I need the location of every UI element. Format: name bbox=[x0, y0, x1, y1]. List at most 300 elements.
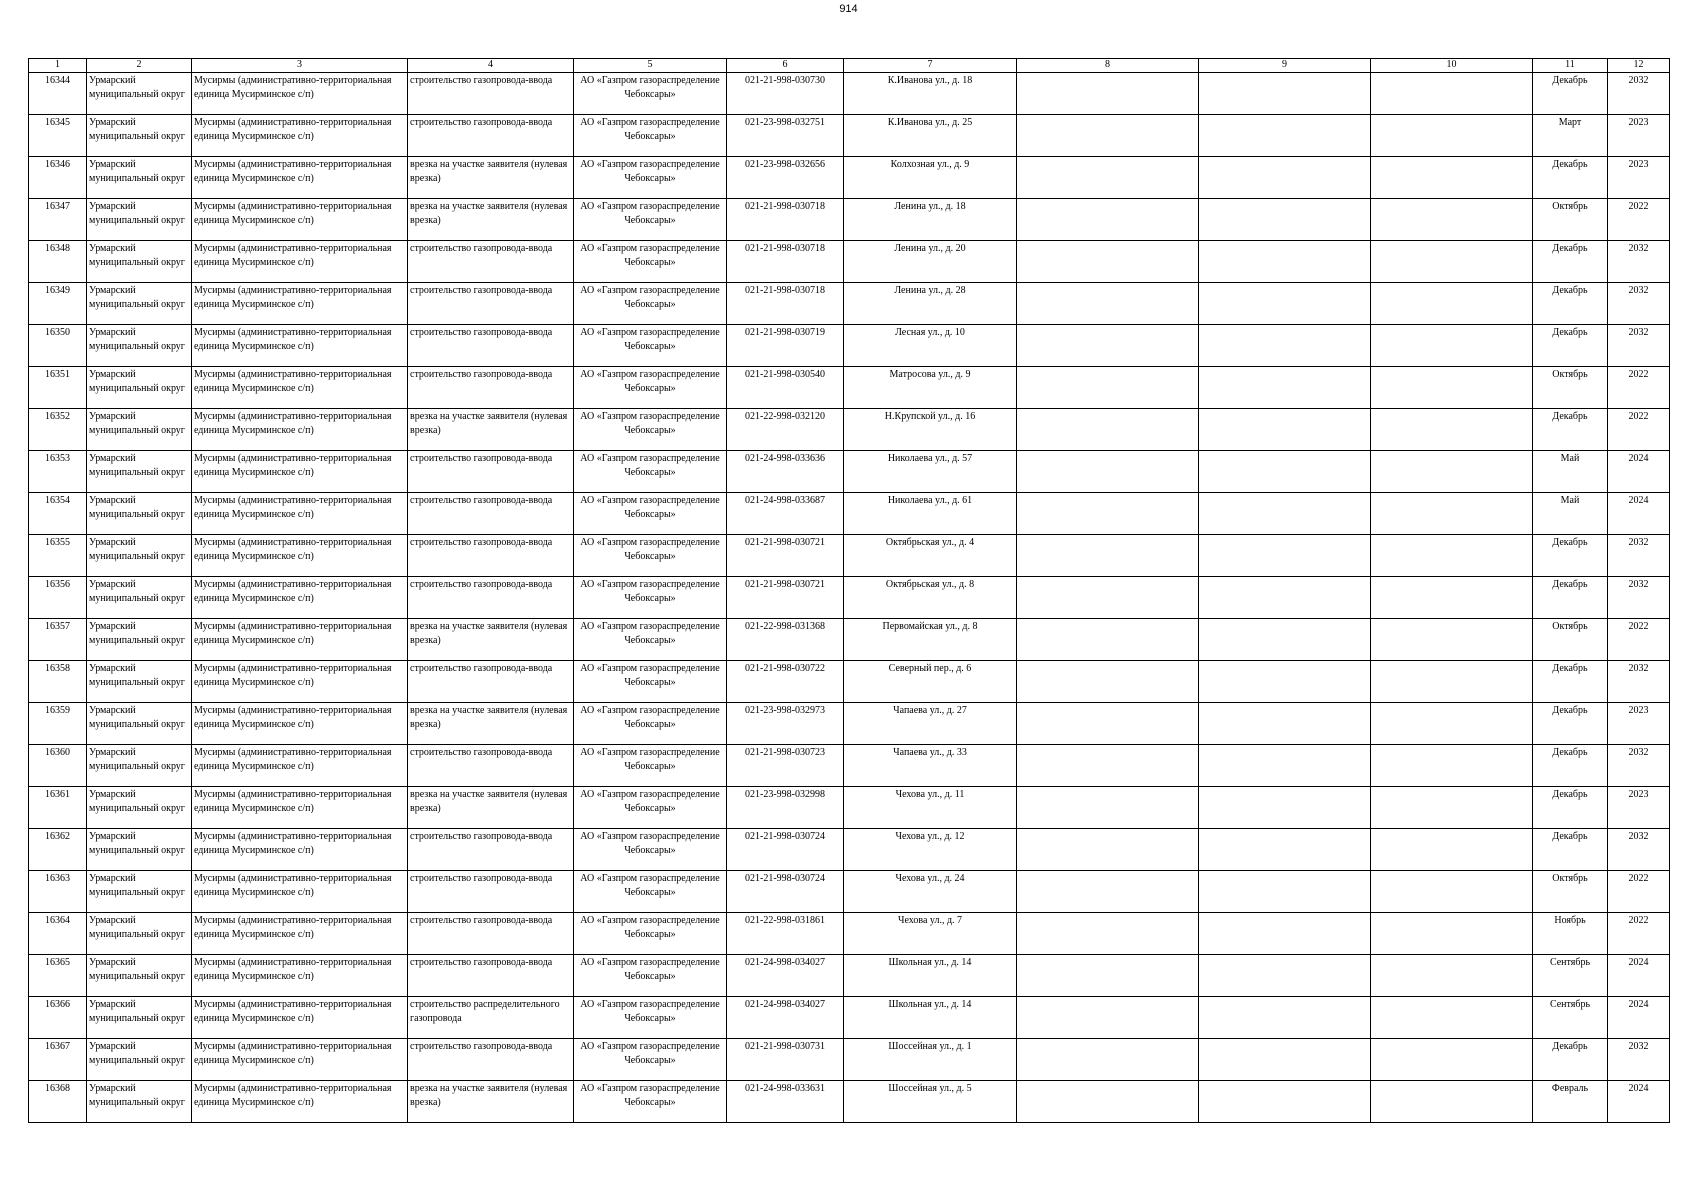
empty-cell bbox=[1371, 871, 1533, 913]
address-cell bbox=[844, 661, 1017, 703]
district-cell bbox=[87, 619, 192, 661]
table-row bbox=[29, 241, 1670, 283]
empty-cell bbox=[1371, 703, 1533, 745]
organization-cell bbox=[574, 409, 727, 451]
year-cell-text: 2024 bbox=[1628, 453, 1649, 464]
settlement-cell-text: Мусирмы (административно-территориальная единица Мусирминское с/п) bbox=[194, 999, 392, 1024]
organization-cell-text: АО «Газпром газораспределение Чебоксары» bbox=[580, 747, 720, 772]
district-cell bbox=[87, 157, 192, 199]
work-type-cell bbox=[408, 535, 574, 577]
object-code-cell-text: 021-21-998-030540 bbox=[745, 369, 825, 380]
district-cell bbox=[87, 535, 192, 577]
empty-cell-text bbox=[1201, 746, 1368, 786]
month-cell bbox=[1533, 115, 1608, 157]
month-cell bbox=[1533, 1039, 1608, 1081]
year-cell bbox=[1608, 1081, 1670, 1123]
row-number-cell bbox=[29, 325, 87, 367]
work-type-cell bbox=[408, 997, 574, 1039]
work-type-cell-text: врезка на участке заявителя (нулевая врезка) bbox=[410, 789, 568, 814]
district-cell-text: Урмарский муниципальный округ bbox=[89, 201, 185, 226]
empty-cell-text bbox=[1201, 830, 1368, 870]
row-number-cell-text: 16355 bbox=[45, 537, 70, 548]
object-code-cell bbox=[727, 829, 844, 871]
district-cell-text: Урмарский муниципальный округ bbox=[89, 831, 185, 856]
row-number-cell bbox=[29, 619, 87, 661]
empty-cell bbox=[1017, 493, 1199, 535]
year-cell bbox=[1608, 157, 1670, 199]
month-cell bbox=[1533, 955, 1608, 997]
address-cell-text: Шоссейная ул., д. 5 bbox=[888, 1083, 972, 1094]
year-cell-text: 2023 bbox=[1628, 789, 1649, 800]
organization-cell bbox=[574, 997, 727, 1039]
address-cell-text: Ленина ул., д. 28 bbox=[894, 285, 966, 296]
empty-cell bbox=[1371, 577, 1533, 619]
object-code-cell-text: 021-21-998-030721 bbox=[745, 579, 825, 590]
row-number-cell-text: 16345 bbox=[45, 117, 70, 128]
empty-cell-text bbox=[1019, 956, 1196, 996]
empty-cell-text bbox=[1019, 914, 1196, 954]
district-cell-text: Урмарский муниципальный округ bbox=[89, 873, 185, 898]
year-cell bbox=[1608, 997, 1670, 1039]
district-cell-text: Урмарский муниципальный округ bbox=[89, 117, 185, 142]
year-cell bbox=[1608, 829, 1670, 871]
year-cell-text: 2032 bbox=[1628, 243, 1649, 254]
empty-cell bbox=[1371, 1081, 1533, 1123]
year-cell-text: 2022 bbox=[1628, 621, 1649, 632]
empty-cell bbox=[1199, 955, 1371, 997]
row-number-cell-text: 16352 bbox=[45, 411, 70, 422]
object-code-cell bbox=[727, 115, 844, 157]
work-type-cell bbox=[408, 787, 574, 829]
organization-cell-text: АО «Газпром газораспределение Чебоксары» bbox=[580, 495, 720, 520]
organization-cell bbox=[574, 619, 727, 661]
empty-cell bbox=[1017, 157, 1199, 199]
empty-cell-text bbox=[1201, 788, 1368, 828]
object-code-cell bbox=[727, 241, 844, 283]
object-code-cell bbox=[727, 1081, 844, 1123]
address-cell bbox=[844, 829, 1017, 871]
row-number-cell-text: 16367 bbox=[45, 1041, 70, 1052]
work-type-cell-text: врезка на участке заявителя (нулевая врезка) bbox=[410, 201, 568, 226]
column-header: 6 bbox=[727, 59, 844, 73]
column-header: 11 bbox=[1533, 59, 1608, 73]
district-cell bbox=[87, 451, 192, 493]
work-type-cell bbox=[408, 955, 574, 997]
row-number-cell bbox=[29, 73, 87, 115]
table-row bbox=[29, 283, 1670, 325]
month-cell bbox=[1533, 325, 1608, 367]
row-number-cell bbox=[29, 409, 87, 451]
settlement-cell-text: Мусирмы (административно-территориальная единица Мусирминское с/п) bbox=[194, 663, 392, 688]
empty-cell-text bbox=[1373, 242, 1530, 282]
work-type-cell bbox=[408, 199, 574, 241]
empty-cell bbox=[1199, 619, 1371, 661]
district-cell-text: Урмарский муниципальный округ bbox=[89, 1041, 185, 1066]
month-cell-text: Декабрь bbox=[1552, 243, 1588, 254]
month-cell-text: Октябрь bbox=[1552, 621, 1588, 632]
empty-cell bbox=[1199, 871, 1371, 913]
object-code-cell-text: 021-21-998-030721 bbox=[745, 537, 825, 548]
organization-cell bbox=[574, 157, 727, 199]
year-cell-text: 2024 bbox=[1628, 1083, 1649, 1094]
address-cell-text: Чехова ул., д. 7 bbox=[897, 915, 963, 926]
empty-cell-text bbox=[1373, 410, 1530, 450]
month-cell bbox=[1533, 367, 1608, 409]
column-header: 4 bbox=[408, 59, 574, 73]
empty-cell bbox=[1199, 745, 1371, 787]
district-cell-text: Урмарский муниципальный округ bbox=[89, 663, 185, 688]
work-type-cell-text: строительство газопровода-ввода bbox=[410, 369, 553, 380]
month-cell-text: Май bbox=[1560, 453, 1580, 464]
row-number-cell bbox=[29, 913, 87, 955]
work-type-cell bbox=[408, 619, 574, 661]
table-row bbox=[29, 787, 1670, 829]
settlement-cell-text: Мусирмы (административно-территориальная единица Мусирминское с/п) bbox=[194, 75, 392, 100]
object-code-cell bbox=[727, 535, 844, 577]
empty-cell bbox=[1199, 787, 1371, 829]
address-cell bbox=[844, 115, 1017, 157]
address-cell-text: Лесная ул., д. 10 bbox=[895, 327, 965, 338]
organization-cell-text: АО «Газпром газораспределение Чебоксары» bbox=[580, 579, 720, 604]
district-cell-text: Урмарский муниципальный округ bbox=[89, 789, 185, 814]
registry-table bbox=[28, 58, 1670, 1123]
month-cell bbox=[1533, 745, 1608, 787]
settlement-cell bbox=[192, 283, 408, 325]
organization-cell-text: АО «Газпром газораспределение Чебоксары» bbox=[580, 873, 720, 898]
row-number-cell bbox=[29, 199, 87, 241]
table-row bbox=[29, 703, 1670, 745]
year-cell bbox=[1608, 745, 1670, 787]
address-cell-text: Чехова ул., д. 11 bbox=[895, 789, 965, 800]
work-type-cell-text: строительство газопровода-ввода bbox=[410, 537, 553, 548]
month-cell bbox=[1533, 409, 1608, 451]
organization-cell-text: АО «Газпром газораспределение Чебоксары» bbox=[580, 453, 720, 478]
address-cell-text: Шоссейная ул., д. 1 bbox=[888, 1041, 972, 1052]
empty-cell-text bbox=[1373, 326, 1530, 366]
empty-cell bbox=[1017, 199, 1199, 241]
table-row bbox=[29, 913, 1670, 955]
empty-cell bbox=[1017, 1081, 1199, 1123]
empty-cell bbox=[1017, 577, 1199, 619]
empty-cell-text bbox=[1373, 116, 1530, 156]
column-header: 1 bbox=[29, 59, 87, 73]
work-type-cell-text: строительство газопровода-ввода bbox=[410, 915, 553, 926]
empty-cell-text bbox=[1019, 872, 1196, 912]
organization-cell bbox=[574, 283, 727, 325]
settlement-cell bbox=[192, 241, 408, 283]
year-cell bbox=[1608, 283, 1670, 325]
district-cell bbox=[87, 283, 192, 325]
settlement-cell-text: Мусирмы (административно-территориальная единица Мусирминское с/п) bbox=[194, 747, 392, 772]
empty-cell bbox=[1199, 73, 1371, 115]
organization-cell bbox=[574, 367, 727, 409]
column-header: 12 bbox=[1608, 59, 1670, 73]
table-row bbox=[29, 199, 1670, 241]
address-cell-text: Чапаева ул., д. 33 bbox=[893, 747, 967, 758]
table-row bbox=[29, 1039, 1670, 1081]
organization-cell-text: АО «Газпром газораспределение Чебоксары» bbox=[580, 75, 720, 100]
address-cell bbox=[844, 745, 1017, 787]
work-type-cell-text: врезка на участке заявителя (нулевая врезка) bbox=[410, 621, 568, 646]
work-type-cell-text: строительство газопровода-ввода bbox=[410, 873, 553, 884]
organization-cell bbox=[574, 115, 727, 157]
object-code-cell bbox=[727, 577, 844, 619]
address-cell-text: Первомайская ул., д. 8 bbox=[882, 621, 978, 632]
object-code-cell-text: 021-22-998-031368 bbox=[745, 621, 825, 632]
table-row bbox=[29, 409, 1670, 451]
column-header: 5 bbox=[574, 59, 727, 73]
empty-cell-text bbox=[1019, 536, 1196, 576]
empty-cell-text bbox=[1201, 956, 1368, 996]
organization-cell bbox=[574, 1039, 727, 1081]
empty-cell bbox=[1199, 409, 1371, 451]
empty-cell bbox=[1199, 1081, 1371, 1123]
district-cell-text: Урмарский муниципальный округ bbox=[89, 915, 185, 940]
organization-cell bbox=[574, 745, 727, 787]
work-type-cell bbox=[408, 745, 574, 787]
row-number-cell-text: 16347 bbox=[45, 201, 70, 212]
settlement-cell bbox=[192, 997, 408, 1039]
address-cell bbox=[844, 913, 1017, 955]
empty-cell-text bbox=[1201, 368, 1368, 408]
settlement-cell bbox=[192, 115, 408, 157]
empty-cell bbox=[1017, 367, 1199, 409]
empty-cell-text bbox=[1373, 620, 1530, 660]
address-cell bbox=[844, 703, 1017, 745]
year-cell-text: 2023 bbox=[1628, 117, 1649, 128]
empty-cell bbox=[1017, 829, 1199, 871]
object-code-cell bbox=[727, 325, 844, 367]
object-code-cell-text: 021-22-998-032120 bbox=[745, 411, 825, 422]
empty-cell bbox=[1371, 619, 1533, 661]
object-code-cell bbox=[727, 73, 844, 115]
district-cell-text: Урмарский муниципальный округ bbox=[89, 579, 185, 604]
work-type-cell bbox=[408, 451, 574, 493]
work-type-cell-text: врезка на участке заявителя (нулевая врезка) bbox=[410, 411, 568, 436]
empty-cell bbox=[1199, 535, 1371, 577]
row-number-cell bbox=[29, 493, 87, 535]
table-row bbox=[29, 325, 1670, 367]
district-cell bbox=[87, 787, 192, 829]
object-code-cell bbox=[727, 367, 844, 409]
district-cell-text: Урмарский муниципальный округ bbox=[89, 621, 185, 646]
column-number-row bbox=[29, 59, 1670, 73]
row-number-cell bbox=[29, 451, 87, 493]
year-cell-text: 2032 bbox=[1628, 831, 1649, 842]
settlement-cell-text: Мусирмы (административно-территориальная единица Мусирминское с/п) bbox=[194, 201, 392, 226]
year-cell bbox=[1608, 871, 1670, 913]
empty-cell-text bbox=[1373, 284, 1530, 324]
object-code-cell-text: 021-24-998-034027 bbox=[745, 957, 825, 968]
organization-cell-text: АО «Газпром газораспределение Чебоксары» bbox=[580, 831, 720, 856]
object-code-cell bbox=[727, 199, 844, 241]
district-cell-text: Урмарский муниципальный округ bbox=[89, 411, 185, 436]
empty-cell-text bbox=[1373, 662, 1530, 702]
row-number-cell bbox=[29, 787, 87, 829]
month-cell bbox=[1533, 787, 1608, 829]
object-code-cell-text: 021-21-998-030718 bbox=[745, 201, 825, 212]
district-cell bbox=[87, 829, 192, 871]
settlement-cell-text: Мусирмы (административно-территориальная единица Мусирминское с/п) bbox=[194, 873, 392, 898]
address-cell-text: Колхозная ул., д. 9 bbox=[890, 159, 970, 170]
empty-cell bbox=[1017, 325, 1199, 367]
work-type-cell-text: строительство газопровода-ввода bbox=[410, 285, 553, 296]
settlement-cell-text: Мусирмы (административно-территориальная единица Мусирминское с/п) bbox=[194, 495, 392, 520]
empty-cell-text bbox=[1019, 1082, 1196, 1122]
empty-cell bbox=[1017, 73, 1199, 115]
work-type-cell-text: строительство газопровода-ввода bbox=[410, 831, 553, 842]
district-cell bbox=[87, 745, 192, 787]
month-cell-text: Декабрь bbox=[1552, 159, 1588, 170]
object-code-cell-text: 021-23-998-032751 bbox=[745, 117, 825, 128]
empty-cell bbox=[1371, 199, 1533, 241]
organization-cell-text: АО «Газпром газораспределение Чебоксары» bbox=[580, 621, 720, 646]
settlement-cell bbox=[192, 199, 408, 241]
year-cell bbox=[1608, 325, 1670, 367]
settlement-cell bbox=[192, 787, 408, 829]
table-row bbox=[29, 451, 1670, 493]
empty-cell-text bbox=[1019, 830, 1196, 870]
empty-cell bbox=[1017, 1039, 1199, 1081]
settlement-cell bbox=[192, 367, 408, 409]
settlement-cell bbox=[192, 619, 408, 661]
empty-cell bbox=[1199, 913, 1371, 955]
year-cell bbox=[1608, 787, 1670, 829]
organization-cell bbox=[574, 451, 727, 493]
address-cell bbox=[844, 871, 1017, 913]
organization-cell bbox=[574, 661, 727, 703]
empty-cell bbox=[1371, 325, 1533, 367]
year-cell bbox=[1608, 703, 1670, 745]
empty-cell bbox=[1199, 283, 1371, 325]
settlement-cell bbox=[192, 493, 408, 535]
year-cell bbox=[1608, 493, 1670, 535]
object-code-cell bbox=[727, 787, 844, 829]
empty-cell-text bbox=[1201, 1082, 1368, 1122]
row-number-cell bbox=[29, 367, 87, 409]
row-number-cell-text: 16353 bbox=[45, 453, 70, 464]
empty-cell-text bbox=[1019, 998, 1196, 1038]
column-header: 7 bbox=[844, 59, 1017, 73]
year-cell-text: 2022 bbox=[1628, 369, 1649, 380]
object-code-cell bbox=[727, 745, 844, 787]
organization-cell bbox=[574, 73, 727, 115]
row-number-cell bbox=[29, 997, 87, 1039]
organization-cell bbox=[574, 535, 727, 577]
empty-cell-text bbox=[1201, 704, 1368, 744]
settlement-cell bbox=[192, 73, 408, 115]
settlement-cell-text: Мусирмы (административно-территориальная единица Мусирминское с/п) bbox=[194, 369, 392, 394]
object-code-cell-text: 021-21-998-030722 bbox=[745, 663, 825, 674]
organization-cell bbox=[574, 829, 727, 871]
settlement-cell-text: Мусирмы (административно-территориальная единица Мусирминское с/п) bbox=[194, 915, 392, 940]
empty-cell-text bbox=[1201, 872, 1368, 912]
district-cell-text: Урмарский муниципальный округ bbox=[89, 495, 185, 520]
organization-cell bbox=[574, 913, 727, 955]
district-cell-text: Урмарский муниципальный округ bbox=[89, 285, 185, 310]
address-cell bbox=[844, 409, 1017, 451]
month-cell-text: Декабрь bbox=[1552, 75, 1588, 86]
address-cell bbox=[844, 577, 1017, 619]
empty-cell-text bbox=[1373, 368, 1530, 408]
object-code-cell bbox=[727, 493, 844, 535]
organization-cell-text: АО «Газпром газораспределение Чебоксары» bbox=[580, 957, 720, 982]
table-row bbox=[29, 871, 1670, 913]
empty-cell-text bbox=[1019, 74, 1196, 114]
work-type-cell bbox=[408, 325, 574, 367]
empty-cell bbox=[1371, 241, 1533, 283]
district-cell bbox=[87, 493, 192, 535]
year-cell-text: 2024 bbox=[1628, 495, 1649, 506]
address-cell bbox=[844, 451, 1017, 493]
column-header: 8 bbox=[1017, 59, 1199, 73]
empty-cell-text bbox=[1373, 200, 1530, 240]
row-number-cell bbox=[29, 871, 87, 913]
empty-cell bbox=[1199, 997, 1371, 1039]
empty-cell-text bbox=[1019, 242, 1196, 282]
work-type-cell-text: строительство газопровода-ввода bbox=[410, 75, 553, 86]
address-cell bbox=[844, 997, 1017, 1039]
organization-cell bbox=[574, 493, 727, 535]
year-cell-text: 2032 bbox=[1628, 537, 1649, 548]
object-code-cell bbox=[727, 703, 844, 745]
settlement-cell bbox=[192, 577, 408, 619]
empty-cell bbox=[1199, 199, 1371, 241]
month-cell-text: Сентябрь bbox=[1549, 957, 1591, 968]
address-cell bbox=[844, 73, 1017, 115]
settlement-cell-text: Мусирмы (административно-территориальная единица Мусирминское с/п) bbox=[194, 957, 392, 982]
row-number-cell bbox=[29, 535, 87, 577]
row-number-cell bbox=[29, 745, 87, 787]
organization-cell-text: АО «Газпром газораспределение Чебоксары» bbox=[580, 705, 720, 730]
empty-cell-text bbox=[1373, 452, 1530, 492]
work-type-cell-text: строительство распределительного газопровода bbox=[410, 999, 560, 1024]
month-cell bbox=[1533, 871, 1608, 913]
month-cell bbox=[1533, 913, 1608, 955]
empty-cell bbox=[1199, 493, 1371, 535]
row-number-cell bbox=[29, 1039, 87, 1081]
empty-cell-text bbox=[1373, 1040, 1530, 1080]
year-cell-text: 2032 bbox=[1628, 75, 1649, 86]
work-type-cell-text: врезка на участке заявителя (нулевая врезка) bbox=[410, 159, 568, 184]
empty-cell bbox=[1017, 703, 1199, 745]
year-cell bbox=[1608, 115, 1670, 157]
month-cell bbox=[1533, 1081, 1608, 1123]
row-number-cell bbox=[29, 829, 87, 871]
empty-cell bbox=[1199, 325, 1371, 367]
settlement-cell-text: Мусирмы (административно-территориальная единица Мусирминское с/п) bbox=[194, 789, 392, 814]
work-type-cell bbox=[408, 913, 574, 955]
address-cell bbox=[844, 367, 1017, 409]
object-code-cell bbox=[727, 451, 844, 493]
row-number-cell-text: 16357 bbox=[45, 621, 70, 632]
empty-cell-text bbox=[1373, 704, 1530, 744]
district-cell bbox=[87, 997, 192, 1039]
month-cell bbox=[1533, 829, 1608, 871]
year-cell-text: 2022 bbox=[1628, 411, 1649, 422]
settlement-cell bbox=[192, 1039, 408, 1081]
year-cell-text: 2032 bbox=[1628, 1041, 1649, 1052]
district-cell-text: Урмарский муниципальный округ bbox=[89, 537, 185, 562]
empty-cell-text bbox=[1201, 578, 1368, 618]
organization-cell-text: АО «Газпром газораспределение Чебоксары» bbox=[580, 285, 720, 310]
year-cell-text: 2032 bbox=[1628, 747, 1649, 758]
work-type-cell bbox=[408, 493, 574, 535]
district-cell bbox=[87, 241, 192, 283]
object-code-cell-text: 021-24-998-033631 bbox=[745, 1083, 825, 1094]
district-cell-text: Урмарский муниципальный округ bbox=[89, 747, 185, 772]
row-number-cell-text: 16361 bbox=[45, 789, 70, 800]
